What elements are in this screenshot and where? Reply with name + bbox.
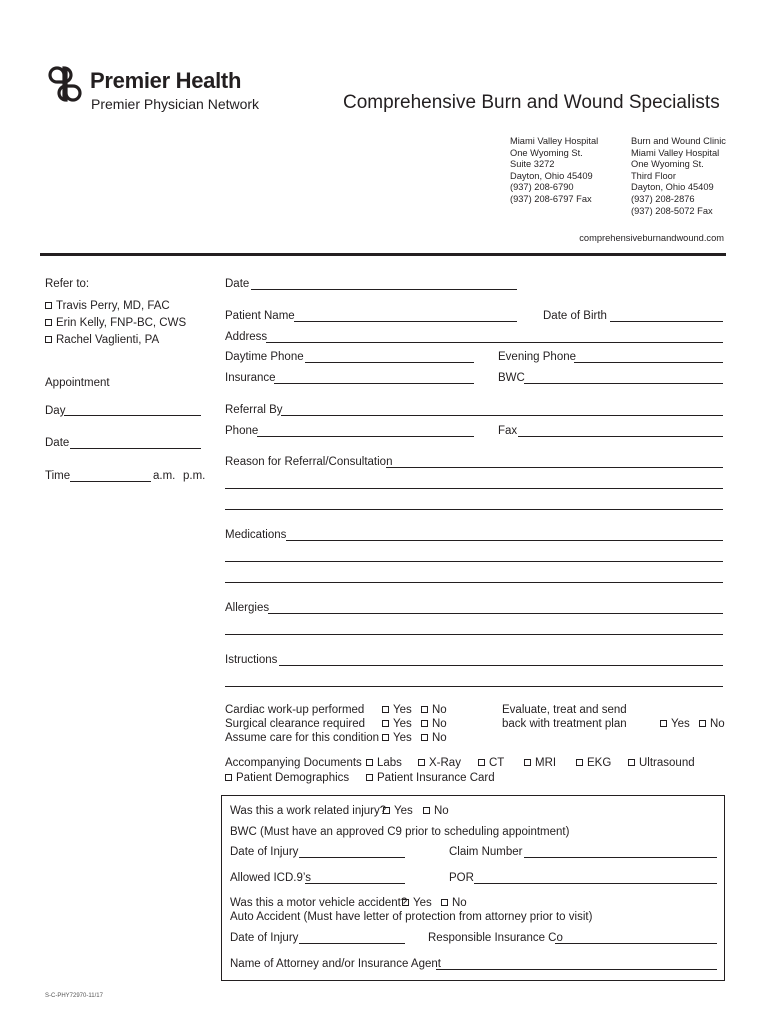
address-line: Dayton, Ohio 45409 — [510, 170, 593, 181]
daytime-phone-line[interactable] — [305, 362, 474, 363]
checkbox-icon[interactable] — [45, 302, 52, 309]
assume-label: Assume care for this condition — [225, 732, 380, 744]
auto-date-of-injury-label: Date of Injury — [230, 932, 299, 944]
address-line: (937) 208-5072 Fax — [631, 205, 713, 216]
evening-phone-label: Evening Phone — [498, 351, 577, 363]
dob-line[interactable] — [610, 321, 723, 322]
date-of-injury-line[interactable] — [299, 857, 405, 858]
work-injury-label: Was this a work related injury? — [230, 805, 387, 817]
medications-label: Medications — [225, 529, 287, 541]
checkbox-icon[interactable] — [421, 706, 428, 713]
checkbox-icon[interactable] — [576, 759, 583, 766]
appointment-day-line[interactable] — [64, 415, 201, 416]
address-label: Address — [225, 331, 268, 343]
doc-patient-insurance-card[interactable]: Patient Insurance Card — [366, 771, 495, 785]
checkbox-icon[interactable] — [383, 807, 390, 814]
attorney-label: Name of Attorney and/or Insurance Agent — [230, 958, 441, 970]
checkbox-icon[interactable] — [478, 759, 485, 766]
checkbox-icon[interactable] — [699, 720, 706, 727]
auto-note: Auto Accident (Must have letter of protection from attorney prior to visit) — [230, 911, 593, 923]
reason-label: Reason for Referral/Consultation — [225, 456, 393, 468]
checkbox-icon[interactable] — [524, 759, 531, 766]
checkbox-icon[interactable] — [45, 336, 52, 343]
appointment-date-label: Date — [45, 437, 70, 449]
istructions-label: Istructions — [225, 654, 278, 666]
responsible-line[interactable] — [555, 943, 717, 944]
responsible-label: Responsible Insurance Co — [428, 932, 563, 944]
mva-yes[interactable]: Yes — [402, 896, 432, 910]
assume-yes[interactable]: Yes — [382, 731, 412, 745]
por-line[interactable] — [474, 883, 717, 884]
address-left — [510, 136, 598, 206]
surgical-no[interactable]: No — [421, 717, 447, 731]
auto-date-of-injury-line[interactable] — [299, 943, 405, 944]
allowed-icd-label: Allowed ICD.9’s — [230, 872, 311, 884]
appointment-time-label: Time — [45, 470, 71, 482]
referral-by-label: Referral By — [225, 404, 283, 416]
referral-by-line[interactable] — [281, 415, 723, 416]
brand-name: Premier Health — [90, 68, 242, 93]
checkbox-icon[interactable] — [660, 720, 667, 727]
refer-to-label: Refer to: — [45, 278, 90, 290]
phone-line[interactable] — [257, 436, 474, 437]
address-line: (937) 208-6790 — [510, 182, 574, 193]
address-right — [631, 136, 726, 217]
doc-ekg[interactable]: EKG — [576, 756, 611, 770]
address-line: One Wyoming St. — [631, 159, 704, 170]
am-label[interactable]: a.m. — [153, 470, 176, 482]
provider-option[interactable]: Erin Kelly, FNP-BC, CWS — [45, 316, 186, 330]
appointment-day-label: Day — [45, 405, 66, 417]
insurance-label: Insurance — [225, 372, 276, 384]
address-line: Suite 3272 — [510, 159, 555, 170]
checkbox-icon[interactable] — [628, 759, 635, 766]
por-label: POR — [449, 872, 474, 884]
assume-no[interactable]: No — [421, 731, 447, 745]
istructions-line[interactable] — [225, 686, 723, 687]
appointment-time-line[interactable] — [70, 481, 151, 482]
appointment-heading: Appointment — [45, 377, 110, 389]
reason-line[interactable] — [225, 488, 723, 489]
checkbox-icon[interactable] — [366, 774, 373, 781]
attorney-line[interactable] — [436, 969, 717, 970]
mva-label: Was this a motor vehicle accident? — [230, 897, 408, 909]
medications-line[interactable] — [225, 561, 723, 562]
pm-label[interactable]: p.m. — [183, 470, 206, 482]
checkbox-icon[interactable] — [366, 759, 373, 766]
checkbox-icon[interactable] — [421, 734, 428, 741]
istructions-line[interactable] — [279, 665, 723, 666]
checkbox-icon[interactable] — [423, 807, 430, 814]
allowed-icd-line[interactable] — [305, 883, 405, 884]
checkbox-icon[interactable] — [418, 759, 425, 766]
address-line: Dayton, Ohio 45409 — [631, 182, 714, 193]
evening-phone-line[interactable] — [574, 362, 723, 363]
checkbox-icon[interactable] — [402, 899, 409, 906]
brand-network: Premier Physician Network — [91, 96, 260, 112]
doc-ultrasound[interactable]: Ultrasound — [628, 756, 695, 770]
checkbox-icon[interactable] — [382, 706, 389, 713]
injury-box — [221, 795, 725, 981]
allergies-line[interactable] — [225, 634, 723, 635]
cardiac-label: Cardiac work-up performed — [225, 704, 365, 716]
claim-number-line[interactable] — [524, 857, 717, 858]
docs-label: Accompanying Documents — [225, 757, 362, 769]
allergies-line[interactable] — [268, 613, 723, 614]
date-line[interactable] — [251, 289, 517, 290]
work-injury-yes[interactable]: Yes — [383, 804, 413, 818]
medications-line[interactable] — [286, 540, 723, 541]
website: comprehensiveburnandwound.com — [579, 233, 724, 243]
surgical-label: Surgical clearance required — [225, 718, 365, 730]
appointment-date-line[interactable] — [70, 448, 201, 449]
medications-line[interactable] — [225, 582, 723, 583]
phone-label: Phone — [225, 425, 259, 437]
doc-labs[interactable]: Labs — [366, 756, 402, 770]
checkbox-icon[interactable] — [441, 899, 448, 906]
address-line: Miami Valley Hospital — [510, 136, 599, 146]
address-line: (937) 208-2876 — [631, 193, 695, 204]
provider-option[interactable]: Travis Perry, MD, FAC — [45, 299, 170, 313]
date-of-injury-label: Date of Injury — [230, 846, 299, 858]
header-divider — [40, 253, 726, 256]
doc-mri[interactable]: MRI — [524, 756, 556, 770]
checkbox-icon[interactable] — [421, 720, 428, 727]
address-line-field[interactable] — [266, 342, 723, 343]
claim-number-label: Claim Number — [449, 846, 523, 858]
checkbox-icon[interactable] — [225, 774, 232, 781]
insurance-line[interactable] — [274, 383, 474, 384]
evaluate-label: Evaluate, treat and send back with treatment plan — [502, 704, 627, 730]
address-line: Burn and Wound Clinic — [631, 136, 726, 146]
form-code: S-C-PHY72970-11/17 — [45, 993, 103, 999]
doc-ct[interactable]: CT — [478, 756, 504, 770]
checkbox-icon[interactable] — [382, 734, 389, 741]
bwc-note: BWC (Must have an approved C9 prior to scheduling appointment) — [230, 826, 570, 838]
cardiac-yes[interactable]: Yes — [382, 703, 412, 717]
allergies-label: Allergies — [225, 602, 270, 614]
address-line: One Wyoming St. — [510, 147, 583, 158]
evaluate-yes[interactable]: Yes — [660, 717, 690, 731]
provider-option[interactable]: Rachel Vaglienti, PA — [45, 333, 159, 347]
fax-label: Fax — [498, 425, 518, 437]
address-line: (937) 208-6797 Fax — [510, 193, 592, 204]
date-label: Date — [225, 278, 250, 290]
checkbox-icon[interactable] — [382, 720, 389, 727]
daytime-phone-label: Daytime Phone — [225, 351, 304, 363]
work-injury-no[interactable]: No — [423, 804, 449, 818]
reason-line[interactable] — [386, 467, 723, 468]
bwc-label: BWC — [498, 372, 525, 384]
patient-name-label: Patient Name — [225, 310, 295, 322]
mva-no[interactable]: No — [441, 896, 467, 910]
reason-line[interactable] — [225, 509, 723, 510]
cardiac-no[interactable]: No — [421, 703, 447, 717]
evaluate-no[interactable]: No — [699, 717, 725, 731]
address-line: Third Floor — [631, 170, 676, 181]
checkbox-icon[interactable] — [45, 319, 52, 326]
bwc-line[interactable] — [524, 383, 723, 384]
surgical-yes[interactable]: Yes — [382, 717, 412, 731]
dob-label: Date of Birth — [543, 310, 607, 322]
patient-name-line[interactable] — [294, 321, 517, 322]
doc-patient-demographics[interactable]: Patient Demographics — [225, 771, 349, 785]
premier-health-logo-icon — [44, 64, 86, 104]
fax-line[interactable] — [518, 436, 723, 437]
doc-xray[interactable]: X-Ray — [418, 756, 461, 770]
page-title: Comprehensive Burn and Wound Specialists — [343, 92, 720, 113]
address-line: Miami Valley Hospital — [631, 147, 720, 158]
